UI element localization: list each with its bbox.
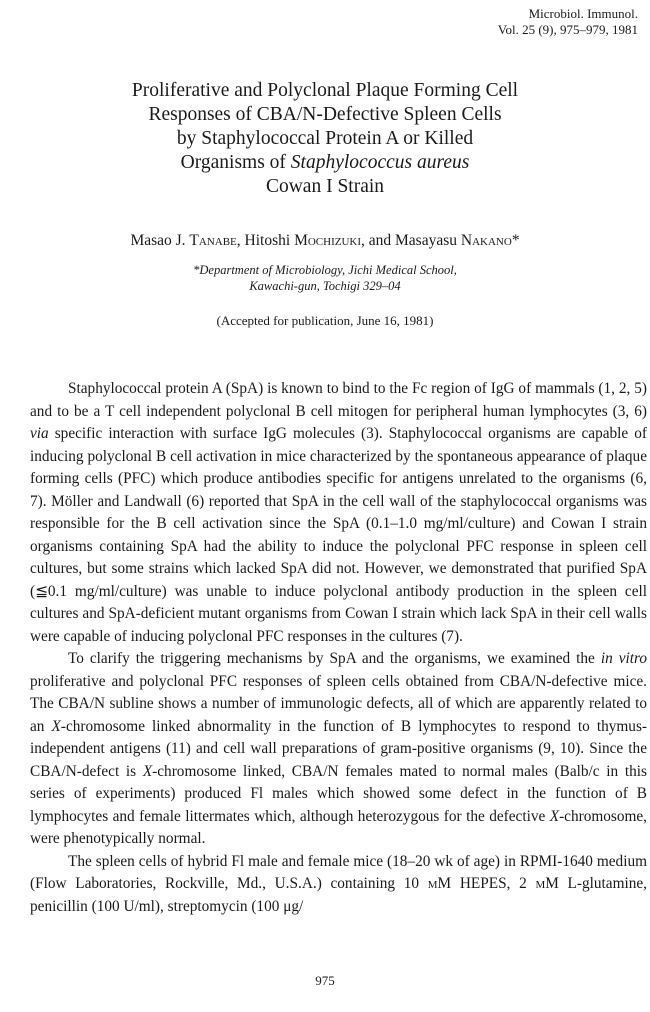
- author-family: Mochizuki: [294, 232, 362, 249]
- text-run: The spleen cells of hybrid Fl male and female mice (18–20 wk of age) in RPMI-1640 medium (Flow Laboratories, Rockville, Md., U.S.A.) containing 10: [30, 852, 647, 892]
- text-run: Staphylococcal protein A (SpA) is known to bind to the Fc region of IgG of mammals (1, 2, 5) and to be a T cell independent polyclonal B cell mitogen for peripheral human lymphocytes (3, 6): [30, 380, 647, 420]
- title-line: Proliferative and Polyclonal Plaque Forming Cell: [131, 80, 519, 101]
- affiliation-line: *Department of Microbiology, Jichi Medical School,: [193, 263, 457, 277]
- unit-run: mM: [427, 875, 452, 892]
- text-run: -chromosome linked abnormality in the function of B lymphocytes to respond to thymus-independent antigens (11) and cell wall preparations of gram-positive organisms (9, 10). Since the CBA/N-defect is: [30, 717, 648, 780]
- article-title: [40, 79, 610, 199]
- title-line: by Staphylococcal Protein A or Killed: [176, 128, 474, 149]
- italic-run: in vitro: [600, 650, 648, 667]
- paragraph-3: [30, 851, 647, 919]
- author-family: Tanabe: [189, 232, 237, 249]
- author-family: Nakano: [460, 232, 512, 249]
- italic-run: X: [51, 717, 61, 735]
- article-body: [30, 378, 647, 918]
- text-run: HEPES, 2: [451, 875, 536, 892]
- page-number: 975: [315, 973, 335, 988]
- title-line: Cowan I Strain: [265, 176, 385, 197]
- text-run: -chromosome, were phenotypically normal.: [30, 807, 647, 847]
- text-run: -chromosome linked, CBA/N females mated to normal males (Balb/c in this series of experiments) produced Fl males which showed some defect in the function of B lymphocytes and female littermates which, although heterozygous for the defective: [30, 762, 647, 825]
- smallcaps-run: L: [567, 875, 577, 892]
- journal-name: Microbiol. Immunol.: [528, 6, 638, 21]
- text-run: proliferative and polyclonal PFC responses of spleen cells obtained from CBA/N-defective mice. The CBA/N subline shows a number of immunologic defects, all of which are apparently related to an: [30, 672, 647, 735]
- affiliation-mark: *: [511, 232, 520, 249]
- title-line: Responses of CBA/N-Defective Spleen Cells: [148, 104, 502, 125]
- accepted-date: (Accepted for publication, June 16, 1981): [216, 313, 434, 328]
- text-run: -glutamine, penicillin (100 U/ml), streptomycin (100 μg/: [30, 875, 647, 915]
- author-given: Masao J.: [130, 232, 190, 249]
- text-run: specific interaction with surface IgG molecules (3). Staphylococcal organisms are capable of inducing polyclonal B cell activation in mice characterized by the spontaneous appearance of plaque forming cells (PFC) which produce antibodies specific for antigens unrelated to the organisms (6, 7). Möller and Landwall (6) reported that SpA in the cell wall of the staphylococcal organisms was responsible for the B cell activation since the SpA (0.1–1.0 mg/ml/culture) and Cowan I strain organisms containing SpA had the ability to induce the polyclonal PFC response in spleen cell cultures, but some strains which lacked SpA did not. However, we demonstrated that purified SpA (≦0.1 mg/ml/culture) was unable to induce polyclonal antibody production in the spleen cell cultures and SpA-deficient mutant organisms from Cowan I strain which lack SpA in their cell walls were capable of inducing polyclonal PFC responses in the cultures (7).: [30, 425, 647, 645]
- text-run: To clarify the triggering mechanisms by SpA and the organisms, we examined the: [68, 650, 601, 667]
- text-run: [559, 875, 568, 892]
- italic-run: X: [142, 762, 153, 780]
- author-separator: , and Masayasu: [361, 232, 461, 249]
- italic-run: X: [549, 807, 560, 825]
- title-species: Staphylococcus aureus: [290, 152, 470, 173]
- journal-citation: Vol. 25 (9), 975–979, 1981: [497, 22, 638, 37]
- author-separator: , Hitoshi: [236, 232, 295, 249]
- affiliation-line: Kawachi-gun, Tochigi 329–04: [249, 279, 401, 293]
- author-list: [0, 231, 650, 251]
- title-text: Organisms of: [180, 152, 291, 173]
- unit-run: mM: [535, 875, 559, 892]
- title-line: [40, 151, 610, 175]
- italic-run: via: [30, 425, 49, 442]
- affiliation: [0, 262, 650, 294]
- journal-header: [498, 6, 638, 38]
- paragraph-1: [30, 378, 647, 648]
- paragraph-2: [30, 648, 647, 851]
